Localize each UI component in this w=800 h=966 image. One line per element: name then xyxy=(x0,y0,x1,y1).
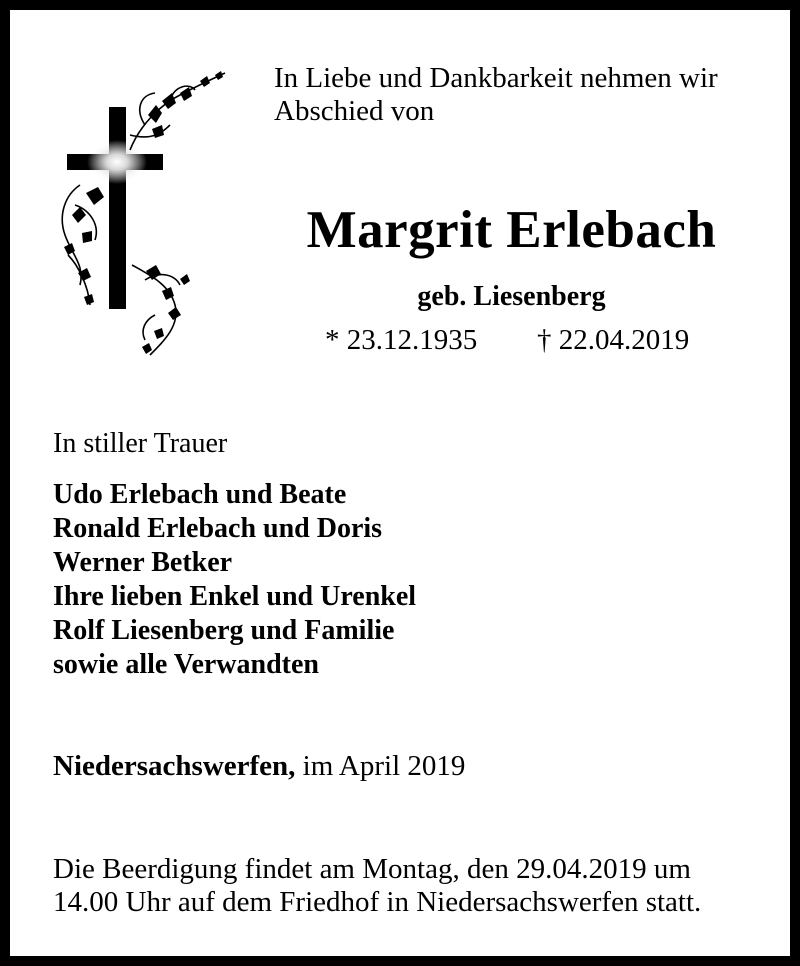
maiden-name: geb. Liesenberg xyxy=(417,281,606,312)
cross-with-ivy-icon xyxy=(50,65,240,365)
obituary-notice xyxy=(10,10,790,956)
funeral-info: Die Beerdigung findet am Montag, den 29.04.2019 um 14.00 Uhr auf dem Friedhof in Niedersachswerfen statt. xyxy=(53,853,702,918)
intro-text: In Liebe und Dankbarkeit nehmen wir Abschied von xyxy=(274,62,718,127)
date-line: im April 2019 xyxy=(295,750,466,782)
birth-date: * 23.12.1935 xyxy=(325,324,478,356)
mourner-item: Ronald Erlebach und Doris xyxy=(53,513,383,544)
death-date: † 22.04.2019 xyxy=(537,324,690,356)
mourning-line: In stiller Trauer xyxy=(53,428,228,459)
mourner-item: sowie alle Verwandten xyxy=(53,649,319,680)
deceased-name: Margrit Erlebach xyxy=(306,201,717,259)
mourner-item: Ihre lieben Enkel und Urenkel xyxy=(53,581,417,612)
mourner-item: Udo Erlebach und Beate xyxy=(53,479,347,510)
place-date-line xyxy=(53,750,465,783)
mourner-item: Rolf Liesenberg und Familie xyxy=(53,615,395,646)
place-name: Niedersachswerfen, xyxy=(53,750,296,782)
mourner-item: Werner Betker xyxy=(53,547,233,578)
mourners-list xyxy=(53,478,416,682)
